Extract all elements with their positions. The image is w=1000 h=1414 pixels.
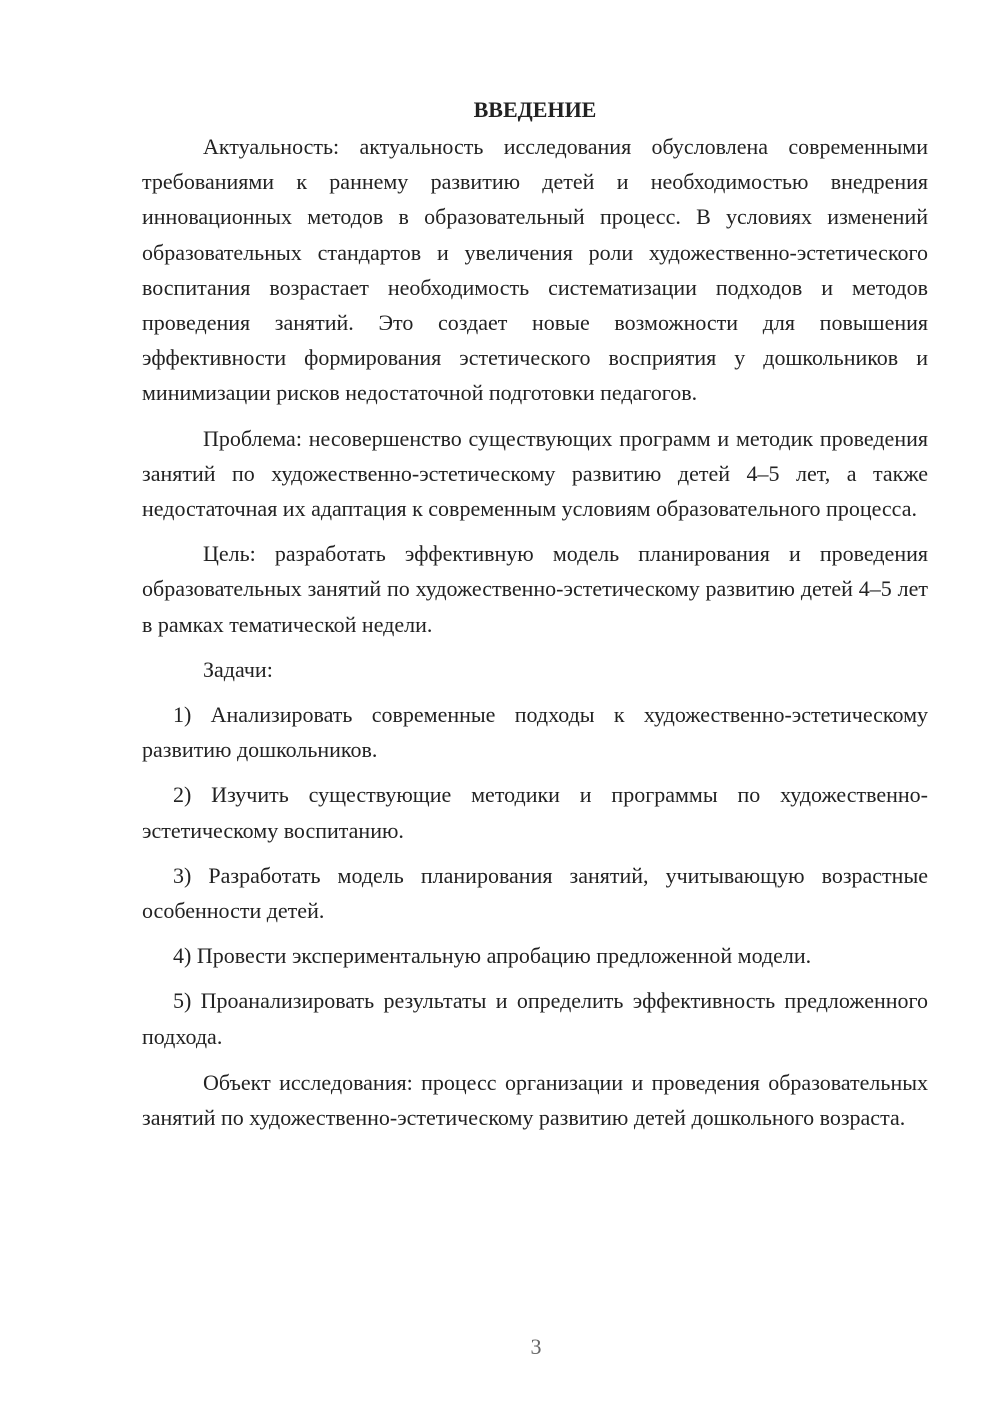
problem-paragraph: Проблема: несовершенство существующих программ и методик проведения занятий по художественно-эстетическому развитию детей 4–5 лет, а также недостаточная их адаптация к современным условиям образовательного процесса. bbox=[142, 425, 928, 522]
section-heading: ВВЕДЕНИЕ bbox=[473, 97, 597, 122]
task-item-1: 1) Анализировать современные подходы к художественно-эстетическому развитию дошкольников. bbox=[142, 702, 928, 763]
object-paragraph: Объект исследования: процесс организации и проведения образовательных занятий по художественно-эстетическому развитию детей дошкольного возраста. bbox=[142, 1069, 928, 1131]
goal-paragraph: Цель: разработать эффективную модель планирования и проведения образовательных занятий по художественно-эстетическому развитию детей 4–5 лет в рамках тематической недели. bbox=[142, 541, 928, 637]
page-number: 3 bbox=[530, 1334, 542, 1359]
task-item-5: 5) Проанализировать результаты и определить эффективность предложенного подхода. bbox=[142, 988, 928, 1049]
tasks-label: Задачи: bbox=[203, 656, 273, 682]
document-page bbox=[142, 92, 928, 1145]
task-item-4: 4) Провести экспериментальную апробацию предложенной модели. bbox=[173, 943, 812, 969]
task-item-2: 2) Изучить существующие методики и программы по художественно-эстетическому воспитанию. bbox=[142, 782, 928, 843]
task-item-3: 3) Разработать модель планирования занятий, учитывающую возрастные особенности детей. bbox=[142, 862, 928, 924]
relevance-paragraph: Актуальность: актуальность исследования обусловлена современными требованиями к раннему развитию детей и необходимостью внедрения инновационных методов в образовательный процесс. В условиях изменений образовательных стандартов и увеличения роли художественно-эстетического воспитания возрастает необходимость систематизации подходов и методов проведения занятий. Это создает новые возможности для повышения эффективности формирования эстетического восприятия у дошкольников и минимизации рисков недостаточной подготовки педагогов. bbox=[142, 134, 928, 406]
